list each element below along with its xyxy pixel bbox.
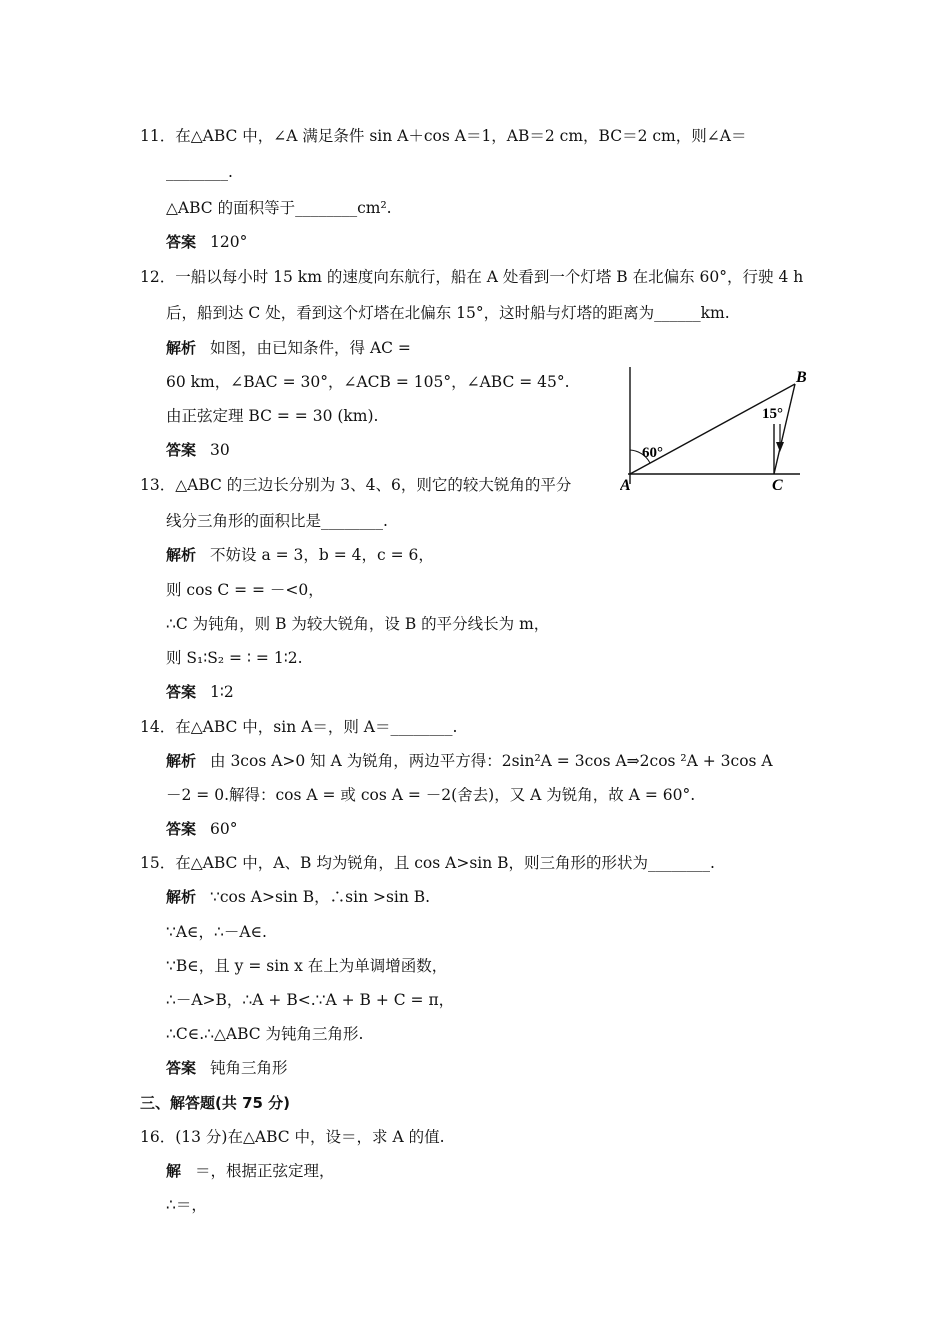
q12-solution-3: 由正弦定理 BC = = 30 (km).	[166, 407, 379, 425]
solution-text: ∵cos A>sin B，∴sin >sin B.	[210, 888, 431, 906]
answer-label: 答案	[166, 233, 197, 251]
q15-solution-4: ∴－A>B，∴A + B<.∵A + B + C = π，	[166, 991, 455, 1009]
q11-line-3: △ABC 的面积等于________cm².	[166, 199, 392, 217]
q13-solution-3: ∴C 为钝角，则 B 为较大锐角，设 B 的平分线长为 m，	[166, 615, 550, 633]
point-c-label: C	[772, 477, 783, 494]
q15-solution-3: ∵B∈，且 y = sin x 在上为单调增函数，	[166, 957, 448, 975]
solution-label: 解析	[166, 546, 197, 564]
answer-label: 答案	[166, 441, 197, 459]
point-a-label: A	[620, 477, 631, 494]
q14-solution-1	[166, 751, 773, 771]
q15-solution-1	[166, 887, 430, 907]
q15-solution-5: ∴C∈.∴△ABC 为钝角三角形.	[166, 1025, 364, 1043]
solution-label: 解析	[166, 752, 197, 770]
q14-answer	[166, 819, 238, 839]
q12-line-2: 后，船到达 C 处，看到这个灯塔在北偏东 15°，这时船与灯塔的距离为______km.	[166, 304, 730, 322]
q15-answer	[166, 1058, 288, 1078]
solution-text: 如图，由已知条件，得 AC =	[210, 339, 411, 357]
point-b-label: B	[796, 369, 807, 386]
answer-value: 30	[210, 441, 230, 459]
answer-label: 答案	[166, 1059, 197, 1077]
q16-solution-1	[166, 1161, 335, 1181]
solution-label: 解析	[166, 339, 197, 357]
q13-solution-1	[166, 545, 434, 565]
solution-label: 解	[166, 1162, 182, 1180]
navigation-diagram	[620, 362, 820, 497]
section-heading: 三、解答题(共 75 分)	[140, 1094, 291, 1112]
q12-answer	[166, 440, 230, 460]
q16-solution-2: ∴＝，	[166, 1196, 207, 1214]
q15-solution-2: ∵A∈，∴－A∈.	[166, 923, 267, 941]
q12-solution-2: 60 km，∠BAC = 30°，∠ACB = 105°，∠ABC = 45°.	[166, 373, 570, 391]
q12-solution-1	[166, 338, 411, 358]
answer-label: 答案	[166, 683, 197, 701]
solution-text: 由 3cos A>0 知 A 为锐角，两边平方得：2sin²A = 3cos A⇒2cos ²A + 3cos A	[210, 752, 773, 770]
q13-line-2: 线分三角形的面积比是________.	[166, 512, 388, 530]
answer-value: 60°	[210, 820, 238, 838]
answer-value: 1∶2	[210, 683, 234, 701]
q11-answer	[166, 232, 247, 252]
angle-15-label: 15°	[762, 406, 783, 422]
q13-line-1: 13．△ABC 的三边长分别为 3、4、6，则它的较大锐角的平分	[140, 476, 572, 494]
q14-line-1: 14．在△ABC 中，sin A＝，则 A＝________.	[140, 718, 458, 736]
q13-solution-4: 则 S₁∶S₂ = ∶ = 1∶2.	[166, 649, 303, 667]
q16-line-1: 16．(13 分)在△ABC 中，设＝，求 A 的值.	[140, 1128, 445, 1146]
q11-line-1: 11．在△ABC 中，∠A 满足条件 sin A＋cos A＝1，AB＝2 cm，BC＝2 cm，则∠A＝	[140, 127, 747, 145]
answer-label: 答案	[166, 820, 197, 838]
solution-text: 不妨设 a = 3，b = 4，c = 6，	[210, 546, 434, 564]
segment-cb	[774, 384, 795, 474]
q13-answer	[166, 682, 234, 702]
q15-line-1: 15．在△ABC 中，A、B 均为锐角，且 cos A>sin B，则三角形的形状为________.	[140, 854, 715, 872]
q12-line-1: 12．一船以每小时 15 km 的速度向东航行，船在 A 处看到一个灯塔 B 在北偏东 60°，行驶 4 h	[140, 268, 804, 286]
angle-60-label: 60°	[642, 445, 663, 461]
solution-text: ＝，根据正弦定理，	[195, 1162, 335, 1180]
answer-value: 钝角三角形	[210, 1059, 288, 1077]
q14-solution-2: －2 = 0.解得：cos A = 或 cos A = －2(舍去)，又 A 为锐角，故 A = 60°.	[166, 786, 696, 804]
arrow-head-icon	[776, 442, 784, 452]
answer-value: 120°	[210, 233, 248, 251]
solution-label: 解析	[166, 888, 197, 906]
q13-solution-2: 则 cos C = = －<0，	[166, 581, 324, 599]
q11-line-2: ________.	[166, 163, 233, 181]
